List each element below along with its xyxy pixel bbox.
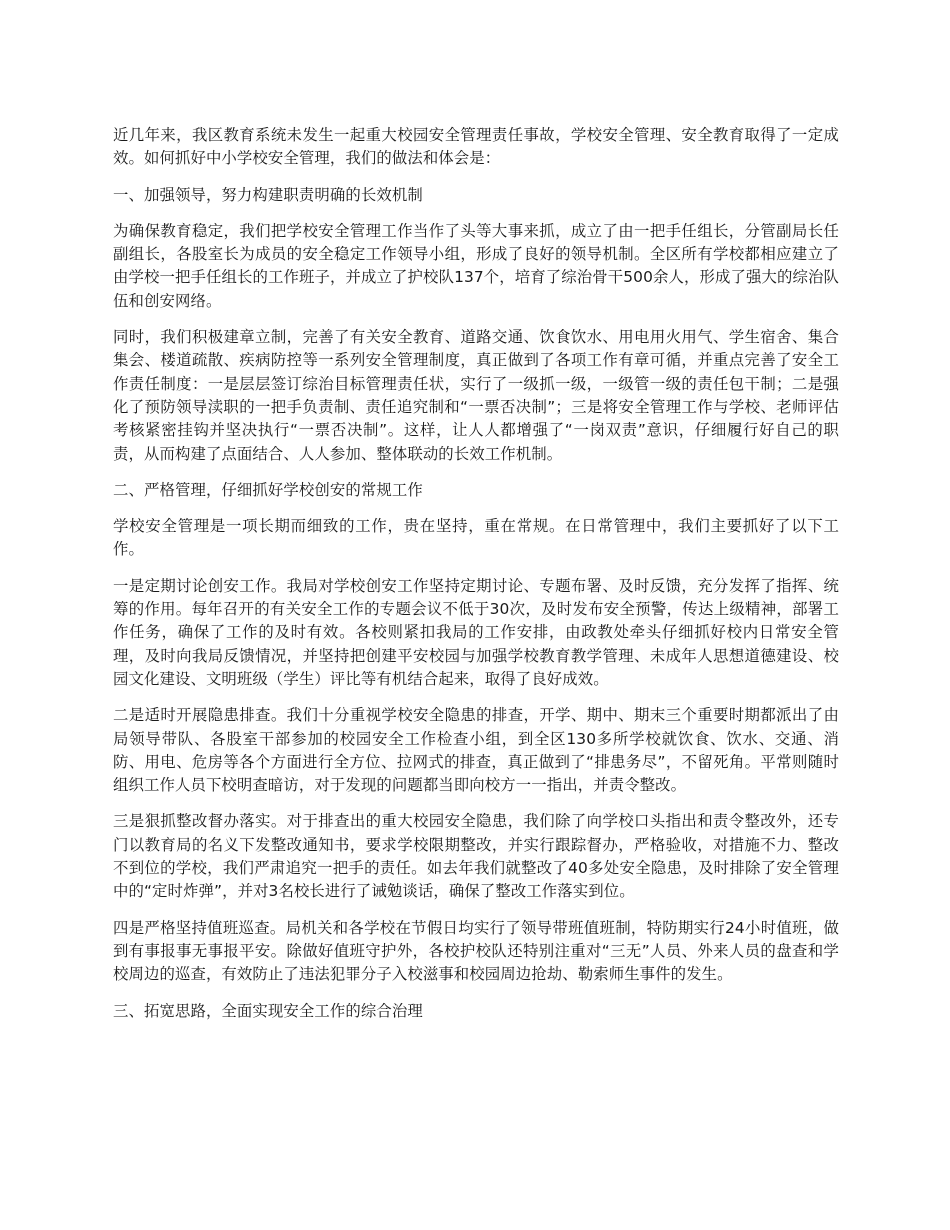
paragraph-routine-intro: 学校安全管理是一项长期而细致的工作，贵在坚持，重在常规。在日常管理中，我们主要抓好了以下工作。 [113,517,839,559]
section-heading-1: 一、加强领导，努力构建职责明确的长效机制 [113,185,423,204]
section-heading-3: 三、拓宽思路，全面实现安全工作的综合治理 [113,1001,423,1020]
section-heading-2: 二、严格管理，仔细抓好学校创安的常规工作 [113,480,423,499]
intro-paragraph: 近几年来，我区教育系统未发生一起重大校园安全管理责任事故，学校安全管理、安全教育取得了一定成效。如何抓好中小学校安全管理，我们的做法和体会是： [113,126,839,168]
paragraph-regulations: 同时，我们积极建章立制，完善了有关安全教育、道路交通、饮食饮水、用电用火用气、学生宿舍、集合集会、楼道疏散、疾病防控等一系列安全管理制度，真正做到了各项工作有章可循，并重点完善了安全工作责任制度：一是层层签订综治目标管理责任状，实行了一级抓一级，一级管一级的责任包干制；二是强化了预防领导渎职的一把手负责制、责任追究制和“一票否决制”；三是将安全管理工作与学校、老师评估考核紧密挂钩并坚决执行“一票否决制”。这样，让人人都增强了“一岗双责”意识，仔细履行好自己的职责，从而构建了点面结合、人人参加、整体联动的长效工作机制。 [113,328,839,463]
paragraph-leadership: 为确保教育稳定，我们把学校安全管理工作当作了头等大事来抓，成立了由一把手任组长，分管副局长任副组长，各股室长为成员的安全稳定工作领导小组，形成了良好的领导机制。全区所有学校都相应建立了由学校一把手任组长的工作班子，并成立了护校队137个，培育了综治骨干500余人，形成了强大的综治队伍和创安网络。 [113,221,839,310]
paragraph-discussion: 一是定期讨论创安工作。我局对学校创安工作坚持定期讨论、专题布署、及时反馈，充分发挥了指挥、统筹的作用。每年召开的有关安全工作的专题会议不低于30次，及时发布安全预警，传达上级精神，部署工作任务，确保了工作的及时有效。各校则紧扣我局的工作安排，由政教处牵头仔细抓好校内日常安全管理，及时向我局反馈情况，并坚持把创建平安校园与加强学校教育教学管理、未成年人思想道德建设、校园文化建设、文明班级（学生）评比等有机结合起来，取得了良好成效。 [113,576,839,688]
paragraph-duty-patrol: 四是严格坚持值班巡查。局机关和各学校在节假日均实行了领导带班值班制，特防期实行24小时值班，做到有事报事无事报平安。除做好值班守护外，各校护校队还特别注重对“三无”人员、外来人员的盘查和学校周边的巡查，有效防止了违法犯罪分子入校滋事和校园周边抢劫、勒索师生事件的发生。 [113,918,839,984]
paragraph-rectification: 三是狠抓整改督办落实。对于排查出的重大校园安全隐患，我们除了向学校口头指出和责令整改外，还专门以教育局的名义下发整改通知书，要求学校限期整改，并实行跟踪督办，严格验收，对措施不力、整改不到位的学校，我们严肃追究一把手的责任。如去年我们就整改了40多处安全隐患，及时排除了安全管理中的“定时炸弹”，并对3名校长进行了诫勉谈话，确保了整改工作落实到位。 [113,812,839,901]
paragraph-inspection: 二是适时开展隐患排查。我们十分重视学校安全隐患的排查，开学、期中、期末三个重要时期都派出了由局领导带队、各股室干部参加的校园安全工作检查小组，到全区130多所学校就饮食、饮水、交通、消防、用电、危房等各个方面进行全方位、拉网式的排查，真正做到了“排患务尽”，不留死角。平常则随时组织工作人员下校明查暗访，对于发现的问题都当即向校方一一指出，并责令整改。 [113,706,839,795]
document-body [113,124,839,1036]
